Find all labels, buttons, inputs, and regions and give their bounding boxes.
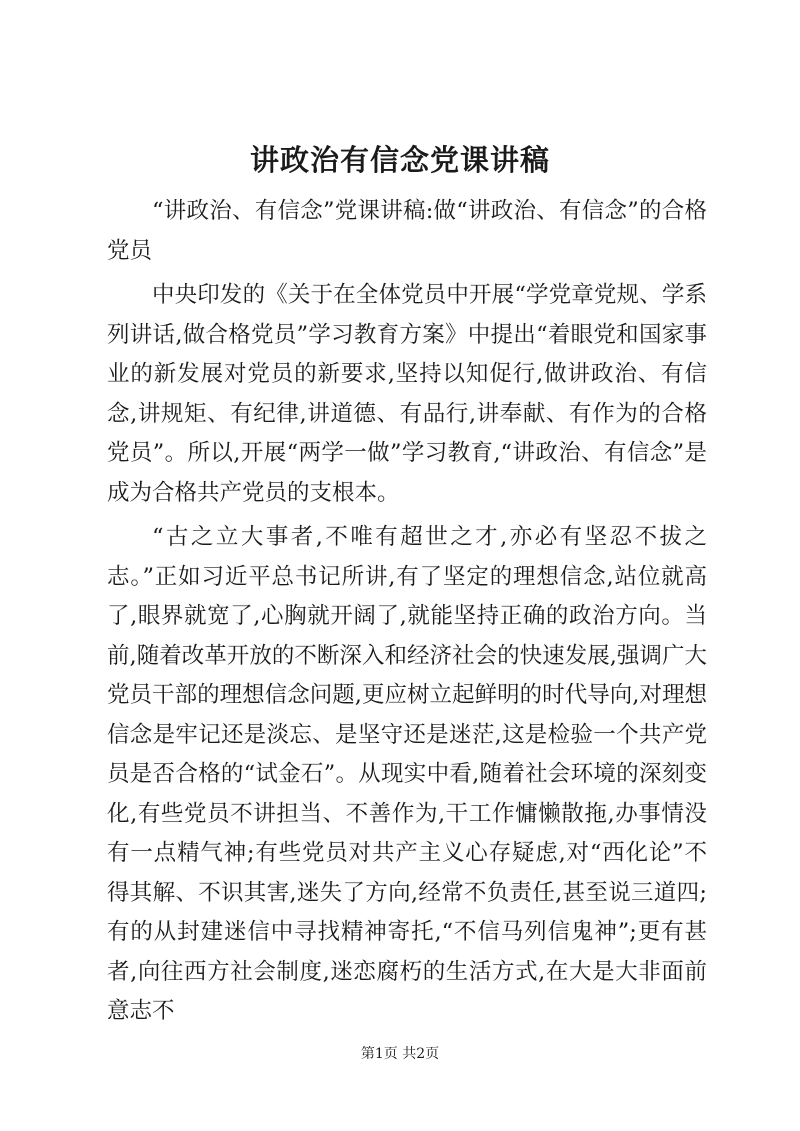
paragraph-central-plan: 中央印发的《关于在全体党员中开展“学党章党规、学系列讲话,做合格党员”学习教育方案》中提出“着眼党和国家事业的新发展对党员的新要求,坚持以知促行,做讲政治、有信念,讲规矩、有纪律,讲道德、有品行,讲奉献、有作为的合格党员”。所以,开展“两学一做”学习教育,“讲政治、有信念”是成为合格共产党员的支根本。 [107, 282, 707, 506]
document-title: 讲政治有信念党课讲稿 [249, 143, 550, 177]
document-body [107, 192, 707, 1037]
paragraph-subtitle: “讲政治、有信念”党课讲稿:做“讲政治、有信念”的合格党员 [107, 198, 707, 264]
page-footer: 第1页 共2页 [360, 1046, 440, 1062]
paragraph-ideals-belief: “古之立大事者,不唯有超世之才,亦必有坚忍不拔之志。”正如习近平总书记所讲,有了坚定的理想信念,站位就高了,眼界就宽了,心胸就开阔了,就能坚持正确的政治方向。当前,随着改革开放的不断深入和经济社会的快速发展,强调广大党员干部的理想信念问题,更应树立起鲜明的时代导向,对理想信念是牢记还是淡忘、是坚守还是迷茫,这是检验一个共产党员是否合格的“试金石”。从现实中看,随着社会环境的深刻变化,有些党员不讲担当、不善作为,干工作慵懒散拖,办事情没有一点精气神;有些党员对共产主义心存疑虑,对“西化论”不得其解、不识其害,迷失了方向,经常不负责任,甚至说三道四;有的从封建迷信中寻找精神寄托,“不信马列信鬼神”;更有甚者,向往西方社会制度,迷恋腐朽的生活方式,在大是大非面前意志不 [107, 524, 707, 1024]
